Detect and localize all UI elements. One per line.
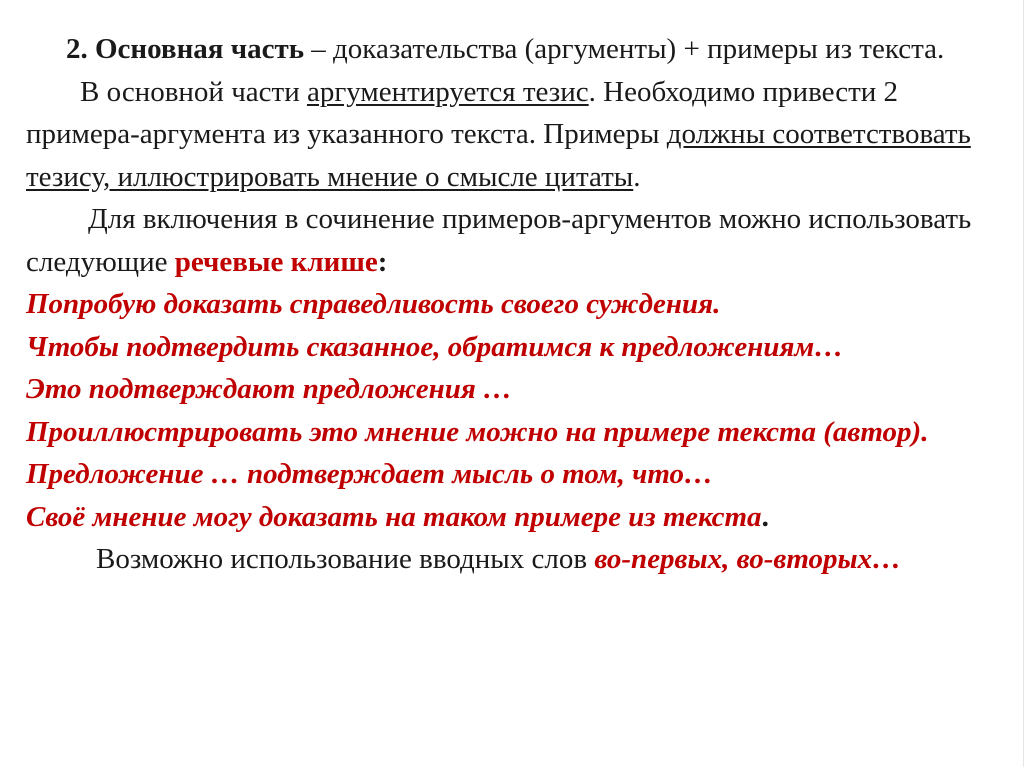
- cliche-intro-text: Для включения в сочинение примеров-аргументов можно использовать следующие: [26, 203, 972, 278]
- introductory-words-text: Возможно использование вводных слов: [96, 543, 595, 575]
- cliche-item-last: [26, 496, 976, 539]
- thesis-text-2: . Необходимо привести 2 примера-аргумента из указанного текста. Примеры: [26, 75, 899, 150]
- cliche-item: Попробую доказать справедливость своего суждения.: [26, 288, 721, 320]
- cliche-intro-paragraph: [26, 198, 976, 283]
- cliche-intro-highlight: речевые клише: [174, 245, 378, 278]
- thesis-underlined-2: должны соответствовать тезису, иллюстрировать мнение о смысле цитаты: [26, 118, 971, 193]
- section-subtitle: – доказательства (аргументы) + примеры из текста.: [304, 33, 945, 65]
- cliche-item: Чтобы подтвердить сказанное, обратимся к предложениям…: [26, 330, 844, 363]
- section-heading: [26, 28, 976, 71]
- thesis-paragraph: [26, 71, 976, 199]
- introductory-words-paragraph: [26, 538, 976, 581]
- cliche-item: Это подтверждают предложения …: [26, 373, 513, 405]
- introductory-words-examples: во-первых, во-вторых…: [594, 543, 902, 575]
- thesis-text-1: В основной части: [80, 75, 307, 108]
- thesis-text-3: .: [633, 160, 641, 193]
- cliche-intro-colon: :: [377, 245, 388, 278]
- thesis-underlined-1: аргументируется тезис: [306, 75, 589, 108]
- cliche-item: Проиллюстрировать это мнение можно на примере текста (автор).: [26, 415, 929, 448]
- cliche-item: Предложение … подтверждает мысль о том, что…: [26, 458, 714, 490]
- slide-content: [26, 28, 976, 581]
- cliche-item-text: Своё мнение могу доказать на таком примере из текста: [26, 500, 762, 533]
- cliche-item-period: .: [761, 500, 769, 533]
- section-title: 2. Основная часть: [66, 33, 305, 65]
